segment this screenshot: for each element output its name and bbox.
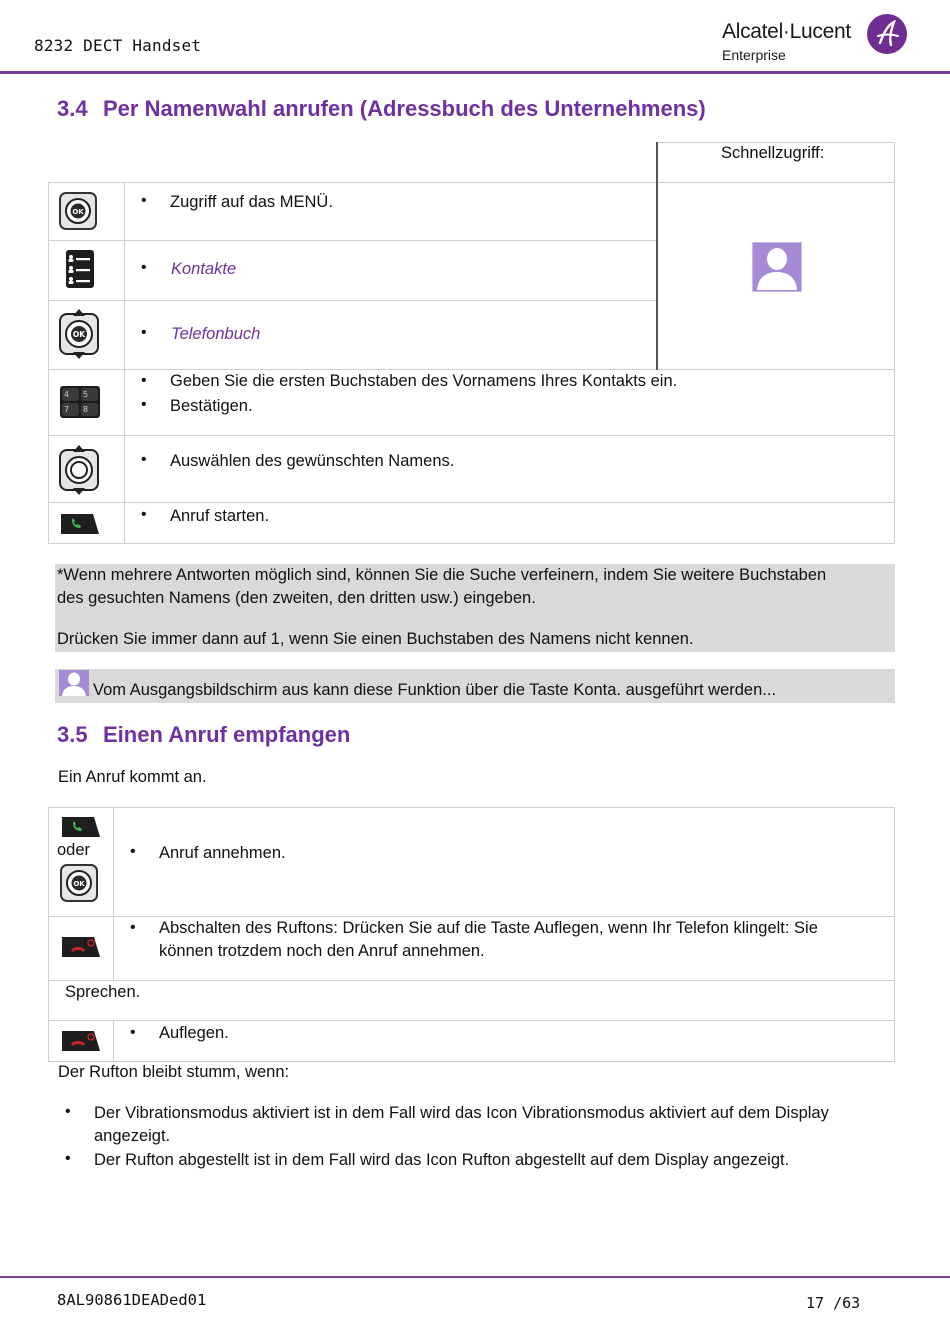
hang-up-icon: [60, 1029, 100, 1056]
step-confirm: Bestätigen.: [170, 397, 253, 415]
section-heading-3-4: [57, 96, 706, 122]
section-title: Per Namenwahl anrufen (Adressbuch des Unternehmens): [103, 96, 706, 121]
menu-item-contacts: Kontakte: [171, 260, 237, 278]
section-title: Einen Anruf empfangen: [103, 722, 351, 747]
svg-text:8: 8: [83, 405, 89, 414]
quick-access-tip: [55, 669, 895, 703]
contact-person-icon: [59, 670, 89, 701]
hang-up-icon: [60, 935, 100, 962]
svg-text:4: 4: [64, 390, 70, 399]
step-enter-letters: Geben Sie die ersten Buchstaben des Vornamens Ihres Kontakts ein.: [170, 372, 678, 390]
note-line-3: Drücken Sie immer dann auf 1, wenn Sie einen Buchstaben des Namens nicht kennen.: [57, 630, 694, 648]
search-hint-note: [55, 564, 895, 652]
mute-condition-vibration-line-2: angezeigt.: [94, 1127, 171, 1145]
section-number: 3.5: [57, 722, 88, 747]
or-label: oder: [57, 841, 91, 859]
logo-mark-icon: [867, 14, 907, 54]
ok-key-icon: [60, 864, 98, 907]
step-speak: Sprechen.: [65, 983, 141, 1001]
header-rule: [0, 71, 950, 74]
step-select-name: Auswählen des gewünschten Namens.: [170, 452, 455, 470]
off-hook-icon: [60, 817, 100, 842]
ok-key-icon: [59, 192, 97, 235]
section-number: 3.4: [57, 96, 88, 121]
mute-condition-ringer-off: Der Rufton abgestellt ist in dem Fall wird das Icon Rufton abgestellt auf dem Display angezeigt.: [94, 1151, 790, 1169]
logo-name: Alcatel·Lucent: [722, 20, 851, 43]
mute-conditions-intro: Der Rufton bleibt stumm, wenn:: [58, 1063, 290, 1081]
svg-text:7: 7: [64, 405, 70, 414]
document-reference: 8AL90861DEADed01: [57, 1291, 207, 1309]
step-start-call: Anruf starten.: [170, 507, 270, 525]
svg-text:OK: OK: [73, 880, 85, 888]
footer-rule: [0, 1276, 950, 1278]
mute-condition-vibration-line-1: Der Vibrationsmodus aktiviert ist in dem Fall wird das Icon Vibrationsmodus aktiviert auf dem Display: [94, 1104, 829, 1122]
svg-text:OK: OK: [72, 330, 86, 339]
page-number: 17 /63: [806, 1294, 861, 1312]
incoming-call-intro: Ein Anruf kommt an.: [58, 768, 207, 786]
step-mute-ringer-line-1: Abschalten des Ruftons: Drücken Sie auf die Taste Auflegen, wenn Ihr Telefon klingelt: Sie: [159, 919, 818, 937]
note-line-1: *Wenn mehrere Antworten möglich sind, können Sie die Suche verfeinern, indem Sie weitere Buchstaben: [57, 566, 827, 584]
procedure-table-receive-call: oder OK • Anruf annehmen. • Abschalten des Ruftons: Drücken Sie auf die Taste Auflegen, wenn Ihr Telefon klingelt: Sie können trotzdem noch den Anruf annehmen. Sprechen. • Auflegen.: [48, 807, 895, 1062]
step-answer-call: Anruf annehmen.: [159, 844, 286, 862]
contact-person-icon: [752, 242, 802, 297]
company-logo: [722, 14, 907, 66]
note-line-2: des gesuchten Namens (den zweiten, den dritten usw.) eingeben.: [57, 589, 536, 607]
keypad-icon: [60, 386, 100, 423]
off-hook-icon: [59, 514, 99, 539]
step-hang-up: Auflegen.: [159, 1024, 229, 1042]
navigator-icon: [58, 445, 100, 500]
quick-access-label: Schnellzugriff:: [721, 144, 825, 162]
tip-text: Vom Ausgangsbildschirm aus kann diese Funktion über die Taste Konta. ausgeführt werden...: [93, 681, 777, 699]
document-title: 8232 DECT Handset: [34, 36, 202, 55]
contacts-list-icon: [66, 250, 94, 293]
step-mute-ringer-line-2: können trotzdem noch den Anruf annehmen.: [159, 942, 485, 960]
logo-subtitle: Enterprise: [722, 47, 786, 63]
navigator-ok-icon: [58, 309, 100, 364]
section-heading-3-5: [57, 722, 350, 748]
svg-text:OK: OK: [72, 208, 84, 216]
svg-text:5: 5: [83, 390, 89, 399]
procedure-table-dial-by-name: Schnellzugriff: OK • Zugriff auf das MENÜ. • Kontakte OK • Telefonbuch 4 5 7 8 • Geben Sie die ersten Buchstaben des Vornamens Ihres Kontakts ein. • Bestätigen. • Auswählen des gewünschten Namens. • Anruf starten.: [48, 142, 895, 544]
menu-item-phonebook: Telefonbuch: [171, 325, 261, 343]
step-access-menu: Zugriff auf das MENÜ.: [170, 193, 333, 211]
